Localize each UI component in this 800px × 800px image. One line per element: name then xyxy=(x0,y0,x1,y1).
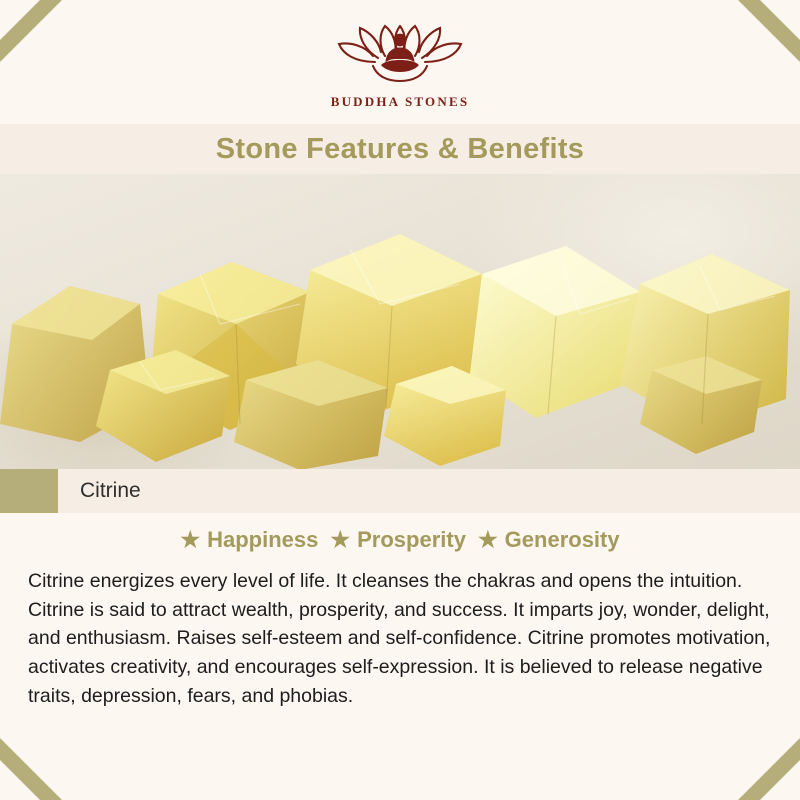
stone-name-bar xyxy=(0,469,800,513)
stone-name: Citrine xyxy=(80,479,141,502)
star-icon: ★ xyxy=(330,527,351,552)
keyword-label: Prosperity xyxy=(357,527,466,552)
corner-decoration-bottom-right-inner xyxy=(760,760,800,800)
hero-image xyxy=(0,174,800,469)
page-title: Stone Features & Benefits xyxy=(215,132,585,165)
keyword-label: Generosity xyxy=(504,527,620,552)
brand-name: BUDDHA STONES xyxy=(330,94,470,109)
brand-header xyxy=(0,0,800,110)
lotus-meditation-icon xyxy=(315,18,485,90)
keyword-item xyxy=(176,527,322,553)
title-band xyxy=(0,124,800,174)
keyword-label: Happiness xyxy=(207,527,319,552)
star-icon: ★ xyxy=(180,527,201,552)
citrine-crystals-illustration xyxy=(0,174,800,469)
keyword-item xyxy=(326,527,470,553)
keyword-item xyxy=(474,527,624,553)
corner-decoration-bottom-left-inner xyxy=(0,760,40,800)
stone-keywords xyxy=(0,513,800,559)
star-icon: ★ xyxy=(477,527,498,552)
stone-description: Citrine energizes every level of life. It cleanses the chakras and opens the intuition. Citrine is said to attract wealth, prosperity, and success. It imparts joy, wonder, delight, and enthusiasm. Raises self-esteem and self-confidence. Citrine promotes motivation, activates creativity, and encourages self-expression. It is believed to release negative traits, depression, fears, and phobias. xyxy=(0,559,800,710)
name-bar-accent-block xyxy=(0,469,58,513)
